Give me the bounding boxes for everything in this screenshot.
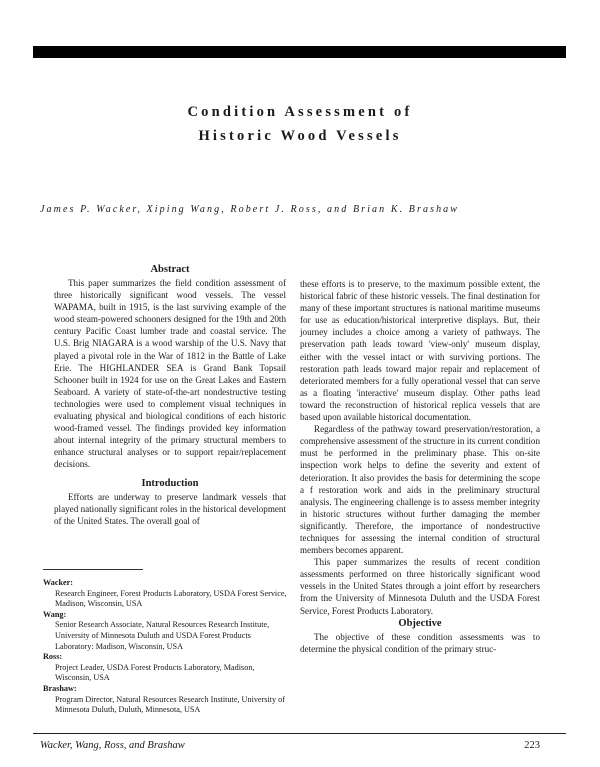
body-paragraph-4: The objective of these condition assessments was to determine the physical condition of the primary struc- [300, 631, 540, 654]
affiliation-name: Wacker: [43, 578, 74, 587]
affiliation-desc: Research Engineer, Forest Products Laboratory, USDA Forest Service, Madison, Wisconsin, USA [55, 588, 287, 609]
introduction-heading: Introduction [141, 477, 199, 489]
affiliation-name: Brashaw: [43, 683, 77, 693]
running-footer: Wacker, Wang, Ross, and Brashaw [40, 740, 185, 751]
footnote-rule [43, 569, 143, 570]
body-paragraph-3: This paper summarizes the results of recent condition assessments performed on three historically significant wood vessels in the United States through a joint effort by researchers from the University of Minnesota Duluth and the USDA Forest Service, Forest Products Laboratory. [300, 557, 540, 616]
left-column [54, 263, 286, 527]
page-number: 223 [524, 740, 540, 751]
body-paragraph-1: these efforts is to preserve, to the maximum possible extent, the historical fabric of these historic vessels. The final destination for many of these important structures is national maritime museums for use as education/historical interpretive displays. But, their journey includes a choice among a variety of pathways. The preservation path leads toward 'view-only' museum display, either with the vessel intact or with surviving portions. The restoration path leads toward major repair and replacement of deteriorated members for a fully operational vessel that can serve as a floating 'interactive' museum display. Other paths lead toward the reconstruction of historical replica vessels that are based upon available historical documentation. [300, 279, 540, 423]
author-affiliations [43, 578, 288, 716]
top-rule [33, 46, 566, 58]
author-list: James P. Wacker, Xiping Wang, Robert J. Ross, and Brian K. Brashaw [40, 204, 460, 215]
abstract-heading: Abstract [150, 264, 190, 275]
affiliation-desc: Program Director, Natural Resources Research Institute, University of Minnesota Duluth, Duluth, Minnesota, USA [55, 694, 285, 715]
affiliation-desc: Senior Research Associate, Natural Resources Research Institute, University of Minnesota Duluth and USDA Forest Products Laboratory: Madison, Wisconsin, USA [55, 620, 270, 651]
affiliation-desc: Project Leader, USDA Forest Products Laboratory, Madison, Wisconsin, USA [55, 662, 255, 683]
affiliation-name: Wang: [43, 609, 67, 619]
title-line-2: Historic Wood Vessels [198, 128, 402, 144]
footer-rule [33, 733, 566, 734]
right-column [300, 278, 540, 655]
introduction-text: Efforts are underway to preserve landmark vessels that played nationally significant roles in the historical development of the United States. The overall goal of [54, 491, 286, 526]
abstract-text: This paper summarizes the field condition assessment of three historically significant wood vessels. The vessel WAPAMA, built in 1915, is the last surviving example of the wood steam-powered schooners designed for the 19th and 20th century Pacific Coast lumber trade and coastal service. The U.S. Brig NIAGARA is a wood warship of the U.S. Navy that played a pivotal role in the War of 1812 in the Battle of Lake Erie. The HIGHLANDER SEA is Grand Bank Topsail Schooner built in 1924 for use on the Great Lakes and Eastern Seaboard. A variety of state-of-the-art nondestructive testing technologies were used to complement visual techniques in evaluating physical and biological conditions of each historic wood-framed vessel. The findings provided key information about internal integrity of the primary structural members to enhance structural analyses or to support repair/replacement decisions. [54, 278, 286, 470]
affiliation-name: Ross: [43, 652, 63, 662]
objective-heading: Objective [398, 617, 442, 629]
body-paragraph-2: Regardless of the pathway toward preservation/restoration, a comprehensive assessment of the structure in its current condition must be performed in the preliminary phase. This on-site inspection work helps to define the severity and extent of deterioration. It also provides the basis for determining the scope a f restoration work and aids in the preliminary structural analysis. The engineering challenge is to assess member integrity in historic structures without further damaging the member significantly. Therefore, the importance of nondestructive techniques for assessing the internal condition of structural members becomes apparent. [300, 424, 540, 556]
title-line-1: Condition Assessment of [187, 104, 413, 120]
